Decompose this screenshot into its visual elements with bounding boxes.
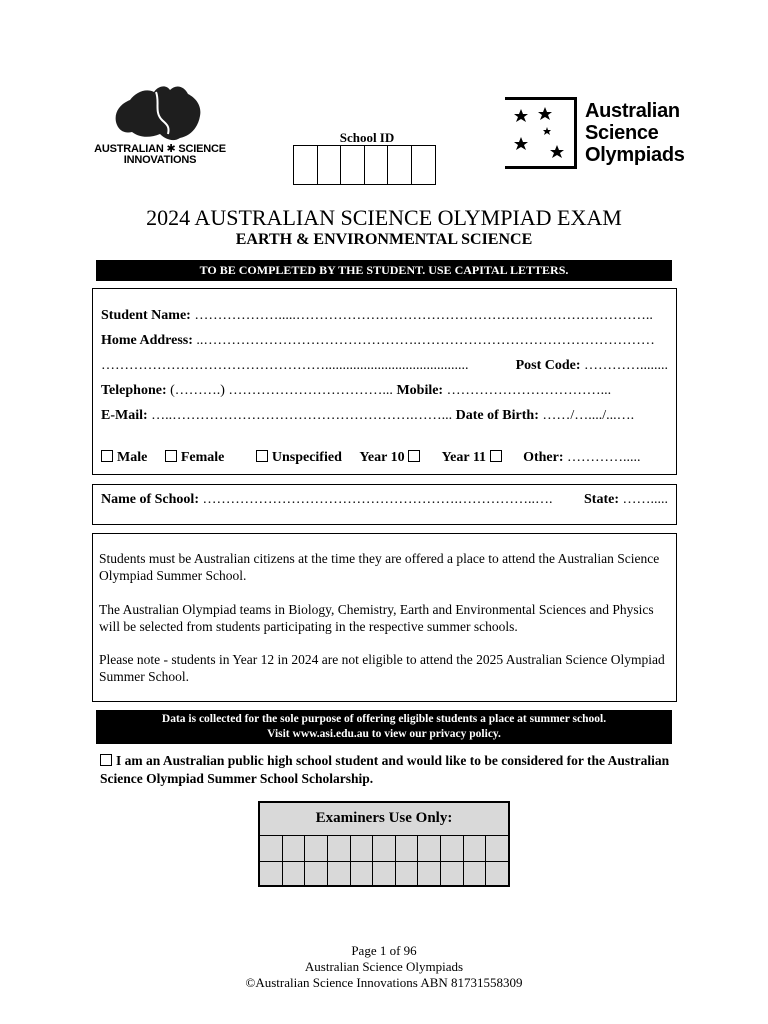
year11-checkbox[interactable] [490, 450, 502, 462]
footer-org: Australian Science Olympiads [304, 959, 464, 974]
examiners-cell [486, 862, 508, 885]
examiners-cell [328, 836, 351, 861]
school-id-box[interactable] [412, 146, 436, 184]
examiners-cell [441, 836, 464, 861]
instruction-banner: TO BE COMPLETED BY THE STUDENT. USE CAPITAL LETTERS. [96, 260, 672, 281]
state-field[interactable]: ……..... [622, 492, 668, 507]
state-group[interactable] [580, 492, 668, 508]
olympiads-word1: Australian [585, 100, 680, 122]
eligibility-info-box [92, 533, 677, 702]
school-id-label: School ID [339, 130, 395, 145]
examiners-cell [464, 862, 487, 885]
year10-checkbox[interactable] [408, 450, 420, 462]
examiners-cell [283, 836, 306, 861]
unspecified-checkbox[interactable] [256, 450, 268, 462]
male-checkbox[interactable] [101, 450, 113, 462]
asi-logo-line2: INNOVATIONS [123, 154, 197, 166]
examiners-cell [396, 862, 419, 885]
school-details-box [92, 484, 677, 525]
examiners-cell [464, 836, 487, 861]
year11-label: Year 11 [441, 450, 487, 465]
female-label: Female [180, 450, 225, 465]
asi-logo-line1: AUSTRALIAN ✱ SCIENCE [94, 143, 226, 155]
telephone-field[interactable]: (……….) ……………………………... [170, 383, 393, 398]
info-paragraph-year12: Please note - students in Year 12 in 2024 are not eligible to attend the 2025 Australian Science Olympiad Summer School. [99, 652, 665, 684]
olympiads-logo [505, 97, 705, 177]
examiners-row [260, 836, 508, 862]
page-number: Page 1 of 96 [351, 943, 417, 958]
examiners-cell [373, 862, 396, 885]
olympiads-word3: Olympiads [585, 144, 685, 166]
school-id-box[interactable] [365, 146, 389, 184]
email-row[interactable] [101, 408, 668, 424]
privacy-banner [96, 710, 672, 744]
school-name-field[interactable]: ……………………………………………….……………..…. [202, 492, 553, 507]
student-name-field[interactable]: ……………….....………………………………………………………………….. [194, 308, 653, 323]
southern-cross-stars-icon [505, 97, 577, 169]
student-name-row[interactable] [101, 308, 668, 324]
examiners-cell [373, 836, 396, 861]
email-field[interactable]: …..…………………………………………….……... [151, 408, 453, 423]
telephone-row[interactable] [101, 383, 668, 399]
school-id-box[interactable] [388, 146, 412, 184]
examiners-cell [351, 862, 374, 885]
state-label: State: [584, 492, 619, 507]
email-label: E-Mail: [101, 408, 148, 423]
footer-copyright: ©Australian Science Innovations ABN 81731558309 [245, 975, 523, 990]
examiners-cell [351, 836, 374, 861]
info-paragraph-citizenship: Students must be Australian citizens at the time they are offered a place to attend the Australian Science Olympiad Summer School. [99, 551, 660, 583]
examiners-cell [305, 836, 328, 861]
examiners-cell [418, 862, 441, 885]
school-id-boxes [293, 145, 436, 185]
privacy-line1: Data is collected for the sole purpose of offering eligible students a place at summer school. [161, 713, 607, 725]
examiners-cell [260, 836, 283, 861]
other-label: Other: [523, 450, 564, 465]
examiners-cell [260, 862, 283, 885]
school-name-row[interactable] [101, 492, 668, 508]
examiners-cell [486, 836, 508, 861]
telephone-label: Telephone: [101, 383, 167, 398]
school-name-label: Name of School: [101, 492, 199, 507]
school-id-box[interactable] [294, 146, 318, 184]
school-id-box[interactable] [341, 146, 365, 184]
scholarship-statement [100, 752, 680, 788]
info-paragraph-teams: The Australian Olympiad teams in Biology, Chemistry, Earth and Environmental Sciences and Physics will be selected from students participating in the respective summer schools. [99, 602, 654, 634]
examiners-use-table [258, 801, 510, 887]
male-label: Male [117, 450, 148, 465]
examiners-cell [418, 836, 441, 861]
year10-label: Year 10 [359, 450, 405, 465]
australia-map-icon [110, 82, 210, 144]
mobile-label: Mobile: [396, 383, 444, 398]
home-address-field[interactable]: ..……………………………………….…………………………………………… [196, 333, 655, 348]
examiners-cell [305, 862, 328, 885]
examiners-cell [441, 862, 464, 885]
address-line2-row[interactable] [101, 358, 668, 374]
school-id-box[interactable] [318, 146, 342, 184]
scholarship-checkbox[interactable] [100, 754, 112, 766]
post-code-field[interactable]: …………........ [584, 358, 668, 373]
dob-field[interactable]: ……/…..../...…. [542, 408, 635, 423]
olympiads-word2: Science [585, 122, 659, 144]
student-name-label: Student Name: [101, 308, 191, 323]
female-checkbox[interactable] [165, 450, 177, 462]
home-address-label: Home Address: [101, 333, 193, 348]
student-details-box [92, 288, 677, 475]
privacy-line2: Visit www.asi.edu.au to view our privacy policy. [267, 728, 501, 740]
exam-title: 2024 AUSTRALIAN SCIENCE OLYMPIAD EXAM [146, 205, 622, 230]
gender-year-row [101, 450, 668, 466]
examiners-cell [396, 836, 419, 861]
unspecified-label: Unspecified [271, 450, 342, 465]
examiners-cell [283, 862, 306, 885]
other-field[interactable]: …………..... [567, 450, 641, 465]
home-address-row[interactable] [101, 333, 668, 349]
examiners-title: Examiners Use Only: [260, 803, 508, 836]
mobile-field[interactable]: ……………………………... [446, 383, 612, 398]
post-code-label: Post Code: [515, 358, 581, 373]
examiners-cell [328, 862, 351, 885]
post-code-group[interactable] [512, 358, 668, 374]
asi-logo [82, 78, 238, 170]
dob-label: Date of Birth: [455, 408, 539, 423]
exam-subject: EARTH & ENVIRONMENTAL SCIENCE [235, 231, 533, 248]
address-line2-field[interactable]: …………………………………………......................................... [101, 358, 469, 373]
examiners-row [260, 862, 508, 885]
scholarship-text: I am an Australian public high school student and would like to be considered for the Australian Science Olympiad Summer School Scholarship. [100, 753, 670, 786]
